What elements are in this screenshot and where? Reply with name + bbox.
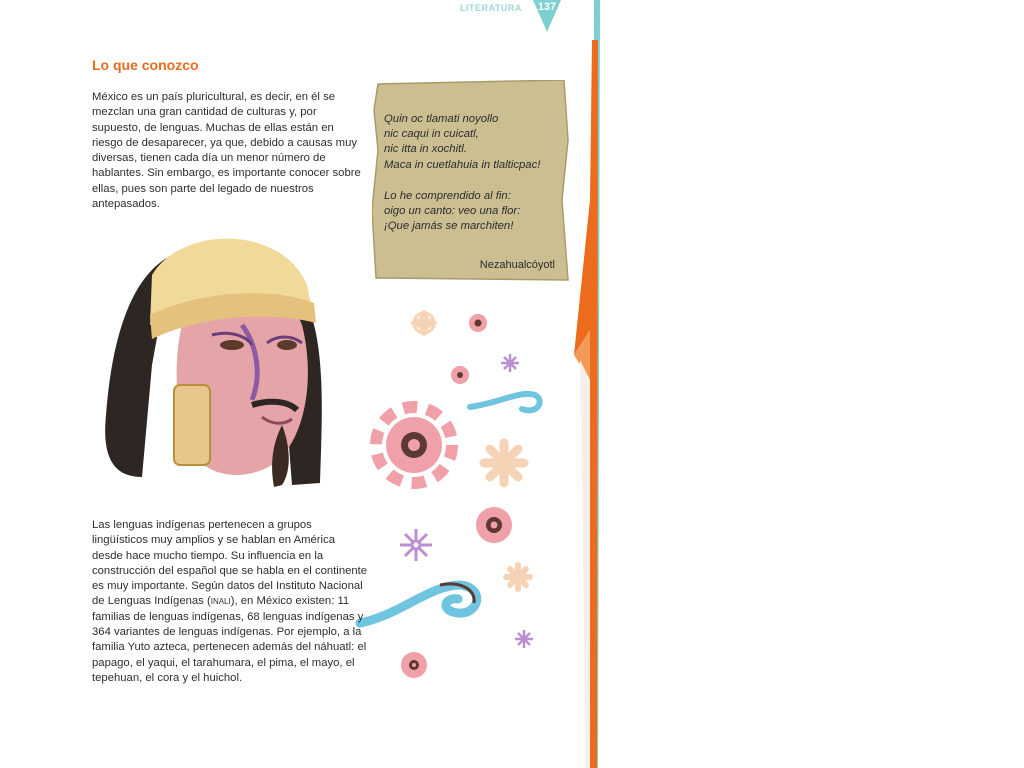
poem-stanza-spanish — [384, 189, 564, 235]
poem-line: oigo un canto: veo una flor: — [384, 205, 521, 218]
inali-acronym: INALI — [210, 597, 231, 607]
pre-hispanic-flowers-icon — [340, 285, 570, 725]
page-edge-decoration — [566, 0, 606, 768]
languages-paragraph — [92, 518, 368, 686]
page-number: 137 — [537, 1, 557, 13]
poem-line: nic itta in xochitl. — [384, 143, 467, 156]
indigenous-man-portrait-icon — [92, 215, 350, 505]
poem — [384, 112, 564, 250]
poem-line: nic caqui in cuicatl, — [384, 128, 479, 141]
languages-text-part: ), en México existen: 11 familias de lenguas indígenas, 68 lenguas indígenas y 364 variantes de lenguas indígenas. Por ejemplo, a la familia Yuto azteca, pertenecen además del náhuatl: el papago, el yaqui, el tarahumara, el pima, el mayo, el tepehuan, el cora y el huichol. — [92, 595, 367, 684]
section-title: Lo que conozco — [92, 57, 199, 73]
languages-text-part: Las lenguas indígenas pertenecen a grupos lingüísticos muy amplios y se hablan en América desde hace mucho tiempo. Su influencia en la construcción del español que se habla en el continente es muy importante. Según datos del Instituto Nacional de Lenguas Indígenas ( — [92, 519, 368, 608]
poem-line: Lo he comprendido al fin: — [384, 189, 511, 202]
poem-line: Maca in cuetlahuia in tlalticpac! — [384, 158, 541, 171]
poem-stanza-nahuatl — [384, 112, 564, 173]
header-section-label: LITERATURA — [460, 3, 522, 13]
intro-paragraph: México es un país pluricultural, es decir, en él se mezclan una gran cantidad de culturas y, por supuesto, de lenguas. Muchas de ellas están en riesgo de desaparecer, ya que, debido a causas muy diversas, tienen cada día un menor número de hablantes. Sin embargo, es importante conocer sobre ellas, pues son parte del legado de nuestros antepasados. — [92, 91, 361, 211]
poem-author: Nezahualcóyotl — [479, 259, 555, 271]
poem-line: ¡Que jamás se marchiten! — [384, 220, 514, 233]
poem-line: Quin oc tlamati noyollo — [384, 113, 499, 125]
